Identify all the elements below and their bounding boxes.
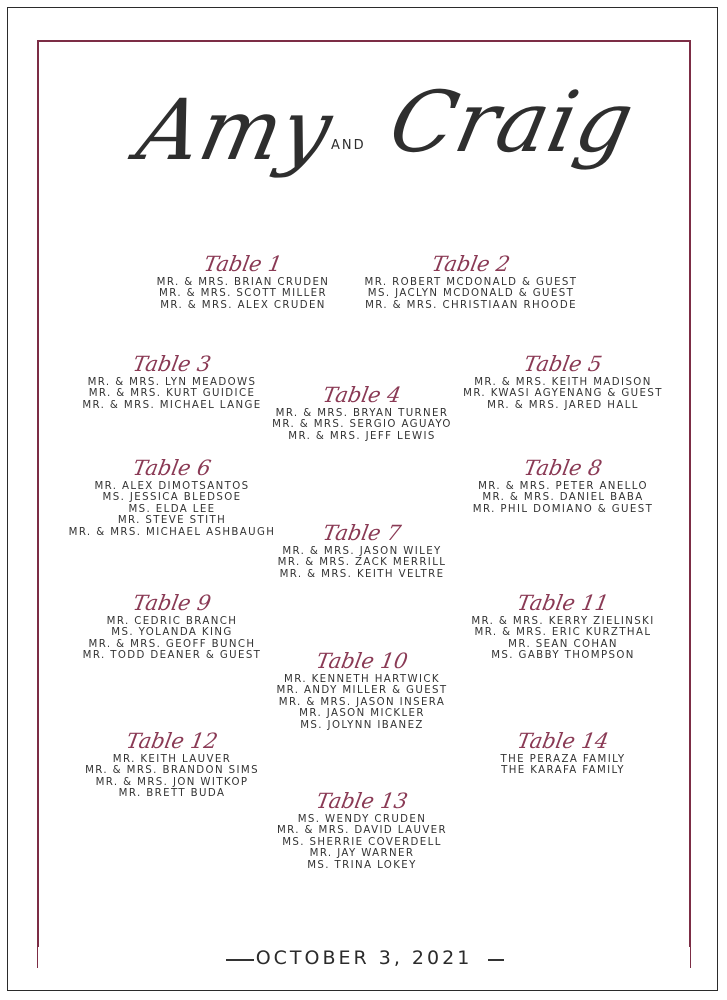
table-label: Table 8 — [522, 456, 604, 480]
guest: MR. & MRS. KEITH MADISON — [474, 377, 652, 388]
table-label: Table 13 — [314, 789, 410, 813]
table-11 — [458, 591, 668, 662]
guest: MR. & MRS. PETER ANELLO — [478, 481, 648, 492]
table-10 — [262, 649, 462, 731]
guest: MR. & MRS. MICHAEL ASHBAUGH — [68, 526, 276, 538]
guest: MS. YOLANDA KING — [111, 627, 233, 639]
guest: MR. & MRS. ALEX CRUDEN — [160, 299, 326, 311]
guest: MS. TRINA LOKEY — [307, 859, 417, 871]
guest: MR. & MRS. GEOFF BUNCH — [88, 638, 256, 650]
date-footer — [38, 947, 690, 973]
table-5 — [458, 352, 668, 411]
table-label: Table 10 — [314, 649, 410, 673]
guest: MR. ALEX DIMOTSANTOS — [94, 481, 250, 492]
guest: MR. & MRS. JEFF LEWIS — [288, 430, 436, 442]
guest: MR. BRETT BUDA — [118, 788, 226, 800]
guest: MS. GABBY THOMPSON — [491, 650, 635, 662]
table-label: Table 2 — [430, 252, 512, 276]
divider — [488, 959, 504, 961]
name-left: Amy — [129, 81, 342, 179]
conjunction: AND — [331, 138, 366, 153]
guest: MR. KEITH LAUVER — [112, 754, 232, 765]
guest: MR. & MRS. KURT GUIDICE — [88, 388, 256, 400]
guest: MS. JOLYNN IBANEZ — [300, 719, 424, 731]
guest: MS. JACLYN MCDONALD & GUEST — [367, 288, 575, 300]
table-9 — [72, 591, 272, 662]
guest: MR. & MRS. ERIC KURZTHAL — [474, 627, 652, 639]
guest: MR. & MRS. SCOTT MILLER — [159, 288, 327, 300]
table-7 — [262, 521, 462, 580]
name-right: Craig — [381, 73, 643, 171]
guest: MR. & MRS. BRYAN TURNER — [275, 408, 449, 419]
table-12 — [72, 729, 272, 800]
guest: MS. JESSICA BLEDSOE — [102, 492, 242, 504]
guest: MR. & MRS. JASON INSERA — [278, 696, 446, 708]
guest: MS. ELDA LEE — [128, 503, 216, 515]
table-label: Table 11 — [515, 591, 611, 615]
guest: MR. ROBERT MCDONALD & GUEST — [364, 277, 578, 288]
guest: MR. & MRS. BRIAN CRUDEN — [156, 277, 330, 288]
guest: MR. & MRS. LYN MEADOWS — [87, 377, 257, 388]
guest: MR. JAY WARNER — [309, 848, 415, 860]
table-13 — [262, 789, 462, 871]
table-label: Table 14 — [515, 729, 611, 753]
table-label: Table 12 — [124, 729, 220, 753]
table-3 — [72, 352, 272, 411]
guest: MR. & MRS. SERGIO AGUAYO — [272, 419, 452, 431]
table-label: Table 7 — [321, 521, 403, 545]
guest: MR. & MRS. CHRISTIAAN RHOODE — [365, 299, 577, 311]
guest: MR. & MRS. JARED HALL — [487, 399, 639, 411]
table-label: Table 4 — [321, 383, 403, 407]
table-label: Table 9 — [131, 591, 213, 615]
table-label: Table 1 — [202, 252, 284, 276]
table-14 — [458, 729, 668, 777]
guest: MR. SEAN COHAN — [508, 638, 618, 650]
table-8 — [458, 456, 668, 515]
guest: MR. & MRS. BRANDON SIMS — [85, 765, 259, 777]
guest: MR. & MRS. JASON WILEY — [282, 546, 442, 557]
guest: THE PERAZA FAMILY — [500, 754, 626, 765]
guest: MS. WENDY CRUDEN — [297, 814, 427, 825]
guest: MR. & MRS. JON WITKOP — [95, 776, 249, 788]
guest: MR. & MRS. MICHAEL LANGE — [82, 399, 262, 411]
guest: MR. ANDY MILLER & GUEST — [276, 685, 448, 697]
guest: MR. KENNETH HARTWICK — [284, 674, 440, 685]
table-label: Table 5 — [522, 352, 604, 376]
guest: MR. CEDRIC BRANCH — [106, 616, 238, 627]
table-label: Table 3 — [131, 352, 213, 376]
event-date: OCTOBER 3, 2021 — [255, 947, 473, 969]
table-2 — [356, 252, 586, 311]
table-6 — [67, 456, 277, 538]
table-4 — [262, 383, 462, 442]
guest: MR. & MRS. DAVID LAUVER — [276, 825, 448, 837]
guest: MR. & MRS. KEITH VELTRE — [279, 568, 445, 580]
table-1 — [143, 252, 343, 311]
guest: MR. STEVE STITH — [117, 515, 227, 527]
guest: THE KARAFA FAMILY — [501, 765, 625, 777]
guest: MR. JASON MICKLER — [299, 708, 425, 720]
guest: MR. PHIL DOMIANO & GUEST — [472, 503, 654, 515]
guest: MS. SHERRIE COVERDELL — [282, 836, 442, 848]
couple-names — [0, 73, 727, 196]
guest: MR. & MRS. DANIEL BABA — [482, 492, 644, 504]
guest: MR. & MRS. ZACK MERRILL — [277, 557, 447, 569]
guest: MR. KWASI AGYENANG & GUEST — [463, 388, 663, 400]
guest: MR. TODD DEANER & GUEST — [82, 650, 262, 662]
guest: MR. & MRS. KERRY ZIELINSKI — [471, 616, 655, 627]
table-label: Table 6 — [131, 456, 213, 480]
